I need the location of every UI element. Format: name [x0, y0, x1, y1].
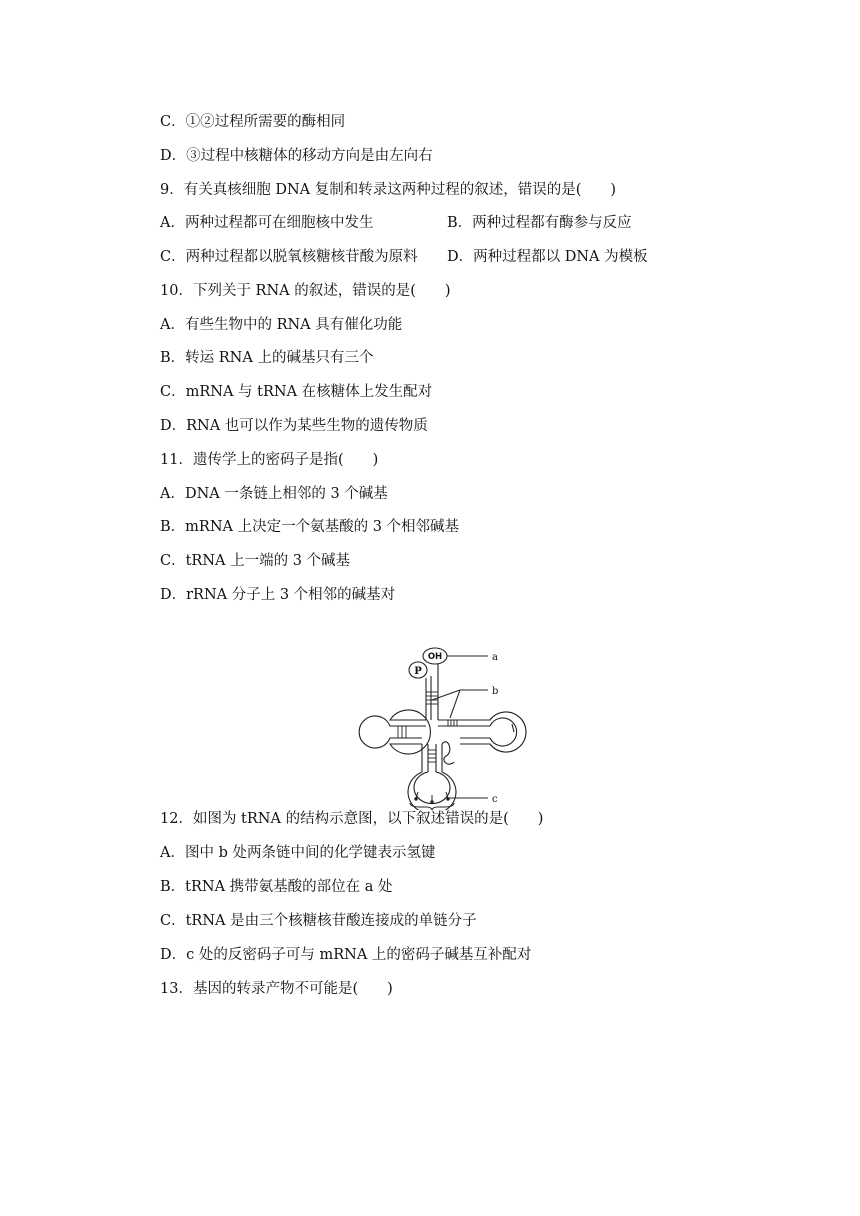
q10-option-b: B．转运 RNA 上的碱基只有三个: [160, 350, 374, 366]
q11-option-c: C．tRNA 上一端的 3 个碱基: [160, 553, 351, 569]
trna-structure-figure: [330, 640, 530, 810]
t-arm-hbonds: [448, 720, 457, 726]
t-arm-tick: [512, 724, 514, 732]
label-a: a: [492, 652, 498, 663]
anticodon-stem-hbonds: [428, 750, 436, 762]
q11-option-d: D．rRNA 分子上 3 个相邻的碱基对: [160, 587, 396, 603]
trna-diagram: [330, 640, 530, 810]
q12-option-c: C．tRNA 是由三个核糖核苷酸连接成的单链分子: [160, 913, 477, 929]
q9-option-a: A．两种过程都可在细胞核中发生: [160, 215, 374, 231]
q12-option-a: A．图中 b 处两条链中间的化学键表示氢键: [160, 845, 436, 861]
q12-stem: 12．如图为 tRNA 的结构示意图，以下叙述错误的是( ): [160, 811, 544, 827]
q11-option-b: B．mRNA 上决定一个氨基酸的 3 个相邻碱基: [160, 519, 460, 535]
d-arm-hbonds: [398, 726, 406, 738]
q9-option-d: D．两种过程都以 DNA 为模板: [447, 249, 648, 265]
q9-option-c: C．两种过程都以脱氧核糖核苷酸为原料: [160, 249, 418, 265]
q9-option-b: B．两种过程都有酶参与反应: [447, 215, 632, 231]
t-arm-inner: [438, 718, 517, 746]
label-c: c: [492, 794, 498, 805]
q11-stem: 11．遗传学上的密码子是指( ): [160, 452, 379, 468]
variable-loop: [442, 742, 454, 764]
label-b-pointer-1: [432, 690, 460, 700]
q8-option-d: D．③过程中核糖体的移动方向是由左向右: [160, 148, 433, 164]
q13-stem: 13．基因的转录产物不可能是( ): [160, 981, 393, 997]
label-b: b: [492, 686, 499, 697]
d-arm-outer: [390, 710, 430, 754]
t-arm-outer: [438, 712, 526, 752]
anticodon-bases: [415, 792, 449, 803]
q10-option-d: D．RNA 也可以作为某些生物的遗传物质: [160, 418, 428, 434]
q9-stem: 9．有关真核细胞 DNA 复制和转录这两种过程的叙述，错误的是( ): [160, 182, 617, 198]
anticodon-loop-outer: [408, 772, 456, 810]
label-b-pointer-2: [450, 690, 460, 718]
q10-stem: 10．下列关于 RNA 的叙述，错误的是( ): [160, 283, 451, 299]
q8-option-c: C．①②过程所需要的酶相同: [160, 114, 346, 130]
q10-option-a: A．有些生物中的 RNA 具有催化功能: [160, 317, 403, 333]
p-label: P: [414, 666, 422, 677]
q10-option-c: C．mRNA 与 tRNA 在核糖体上发生配对: [160, 384, 433, 400]
d-arm-inner: [359, 716, 426, 748]
q12-option-d: D．c 处的反密码子可与 mRNA 上的密码子碱基互补配对: [160, 947, 532, 963]
q12-option-b: B．tRNA 携带氨基酸的部位在 a 处: [160, 879, 393, 895]
oh-label: OH: [427, 652, 443, 662]
q11-option-a: A．DNA 一条链上相邻的 3 个碱基: [160, 486, 388, 502]
